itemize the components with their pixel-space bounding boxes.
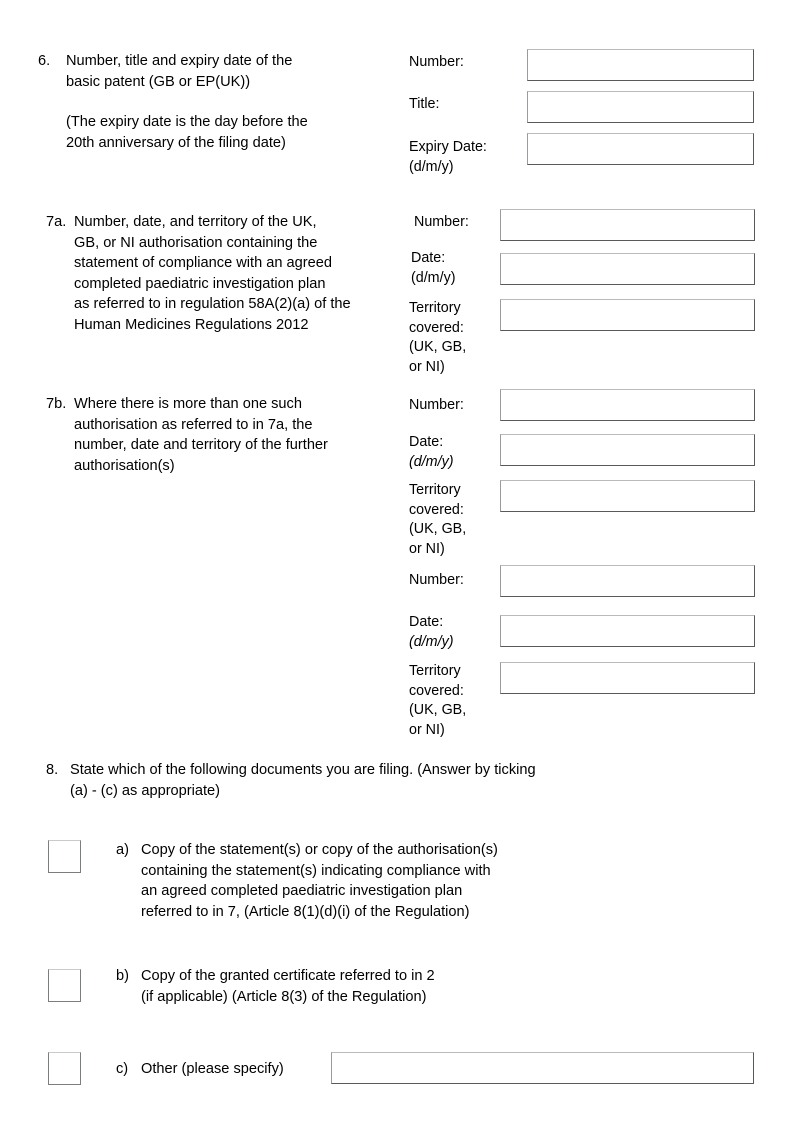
q7a-territory-label-sub: covered:	[409, 319, 464, 336]
q8-option-b-line-2: (if applicable) (Article 8(3) of the Regulation)	[141, 988, 427, 1005]
q7a-line-6: Human Medicines Regulations 2012	[74, 316, 309, 333]
q6-note-line-1: (The expiry date is the day before the	[66, 114, 308, 130]
q8-option-a-line-4: referred to in 7, (Article 8(1)(d)(i) of the Regulation)	[141, 903, 470, 920]
q7b-line-2: authorisation as referred to in 7a, the	[74, 416, 313, 433]
q8-option-c-checkbox[interactable]	[48, 1052, 81, 1085]
q8-option-a-line-1: Copy of the statement(s) or copy of the authorisation(s)	[141, 842, 498, 858]
q7a-territory-input[interactable]	[500, 299, 755, 331]
q7b-date-label-line-1: Date:	[409, 434, 444, 450]
q7b-territory-field-label-1	[409, 481, 466, 559]
q6-title-input[interactable]	[527, 91, 754, 123]
q7b-date-label-sub-1: (d/m/y)	[409, 453, 454, 470]
q7b-territory-label-sub2-1: (UK, GB,	[409, 521, 467, 537]
q6-expiry-date-input[interactable]	[527, 133, 754, 165]
q8-option-a-letter: a)	[116, 842, 129, 858]
q7b-date-label-line-2: Date:	[409, 614, 444, 630]
q7b-territory-label-line-1: Territory	[409, 482, 461, 498]
q7a-line-3: statement of compliance with an agreed	[74, 255, 332, 271]
q7b-date-field-label-2	[409, 613, 453, 652]
q7b-number-field-label-1: Number:	[409, 397, 464, 413]
q6-expiry-field-label	[409, 138, 487, 177]
q7b-date-label-sub-2: (d/m/y)	[409, 633, 454, 650]
q7b-territory-input-1[interactable]	[500, 480, 755, 512]
q7a-line-2: GB, or NI authorisation containing the	[74, 234, 318, 251]
q7b-number: 7b.	[46, 396, 67, 412]
q7a-date-label-sub: (d/m/y)	[411, 269, 456, 286]
q8-option-b-letter: b)	[116, 968, 129, 984]
q8-option-c-letter: c)	[116, 1061, 129, 1077]
q7b-territory-label-sub3-1: or NI)	[409, 540, 445, 557]
q7b-number-input-1[interactable]	[500, 389, 755, 421]
q7b-line-3: number, date and territory of the further	[74, 437, 328, 453]
q6-text	[66, 51, 396, 153]
q7a-date-input[interactable]	[500, 253, 755, 285]
q6-expiry-label-sub: (d/m/y)	[409, 158, 454, 175]
q7a-territory-label-sub3: or NI)	[409, 358, 445, 375]
q6-number-field-label: Number:	[409, 54, 464, 70]
q7a-territory-label-line: Territory	[409, 300, 461, 316]
q6-number-input[interactable]	[527, 49, 754, 81]
q7a-number-input[interactable]	[500, 209, 755, 241]
q7a-territory-label-sub2: (UK, GB,	[409, 339, 467, 355]
q8-line-2: (a) - (c) as appropriate)	[70, 782, 221, 799]
q8-option-a-line-3: an agreed completed paediatric investigation plan	[141, 883, 463, 899]
q6-line-1: Number, title and expiry date of the	[66, 53, 293, 69]
q8-option-a-line-2: containing the statement(s) indicating compliance with	[141, 862, 491, 879]
q8-option-b-checkbox[interactable]	[48, 969, 81, 1002]
q7a-territory-field-label	[409, 299, 466, 377]
q6-note-line-2: 20th anniversary of the filing date)	[66, 134, 286, 151]
q8-option-b-line-1: Copy of the granted certificate referred to in 2	[141, 968, 435, 984]
q6-line-2: basic patent (GB or EP(UK))	[66, 73, 251, 90]
q7b-territory-label-sub-1: covered:	[409, 501, 464, 518]
q7b-date-input-1[interactable]	[500, 434, 755, 466]
q8-option-c-text	[141, 1059, 321, 1080]
q7b-date-field-label-1	[409, 433, 453, 472]
q8-option-c-input[interactable]	[331, 1052, 754, 1084]
q8-option-a-text	[141, 840, 581, 922]
q7b-number-input-2[interactable]	[500, 565, 755, 597]
q7b-number-field-label-2: Number:	[409, 572, 464, 588]
q8-text	[70, 760, 670, 801]
q7a-text	[74, 212, 404, 335]
q7b-territory-label-sub-2: covered:	[409, 682, 464, 699]
q8-number: 8.	[46, 762, 59, 778]
q7a-date-field-label	[411, 249, 455, 288]
q7b-territory-label-sub3-2: or NI)	[409, 721, 445, 738]
q8-option-a-checkbox[interactable]	[48, 840, 81, 873]
q6-title-field-label: Title:	[409, 96, 440, 112]
q7a-number-field-label: Number:	[414, 214, 469, 230]
q7a-line-1: Number, date, and territory of the UK,	[74, 214, 317, 230]
q7b-territory-input-2[interactable]	[500, 662, 755, 694]
q8-option-b-text	[141, 966, 581, 1007]
q7b-line-1: Where there is more than one such	[74, 396, 302, 412]
q7a-date-label-line: Date:	[411, 250, 446, 266]
q7b-date-input-2[interactable]	[500, 615, 755, 647]
q7b-line-4: authorisation(s)	[74, 457, 175, 474]
q7b-territory-label-sub2-2: (UK, GB,	[409, 702, 467, 718]
q8-line-1: State which of the following documents you are filing. (Answer by ticking	[70, 762, 536, 778]
q7b-territory-field-label-2	[409, 662, 466, 740]
q7a-line-4: completed paediatric investigation plan	[74, 275, 326, 292]
q6-expiry-label-line: Expiry Date:	[409, 139, 487, 155]
q6-number: 6.	[38, 53, 51, 69]
q7a-line-5: as referred to in regulation 58A(2)(a) of the	[74, 296, 351, 312]
q7a-number: 7a.	[46, 214, 67, 230]
q7b-territory-label-line-2: Territory	[409, 663, 461, 679]
q7b-text	[74, 394, 404, 476]
q8-option-c-line-1: Other (please specify)	[141, 1061, 284, 1077]
